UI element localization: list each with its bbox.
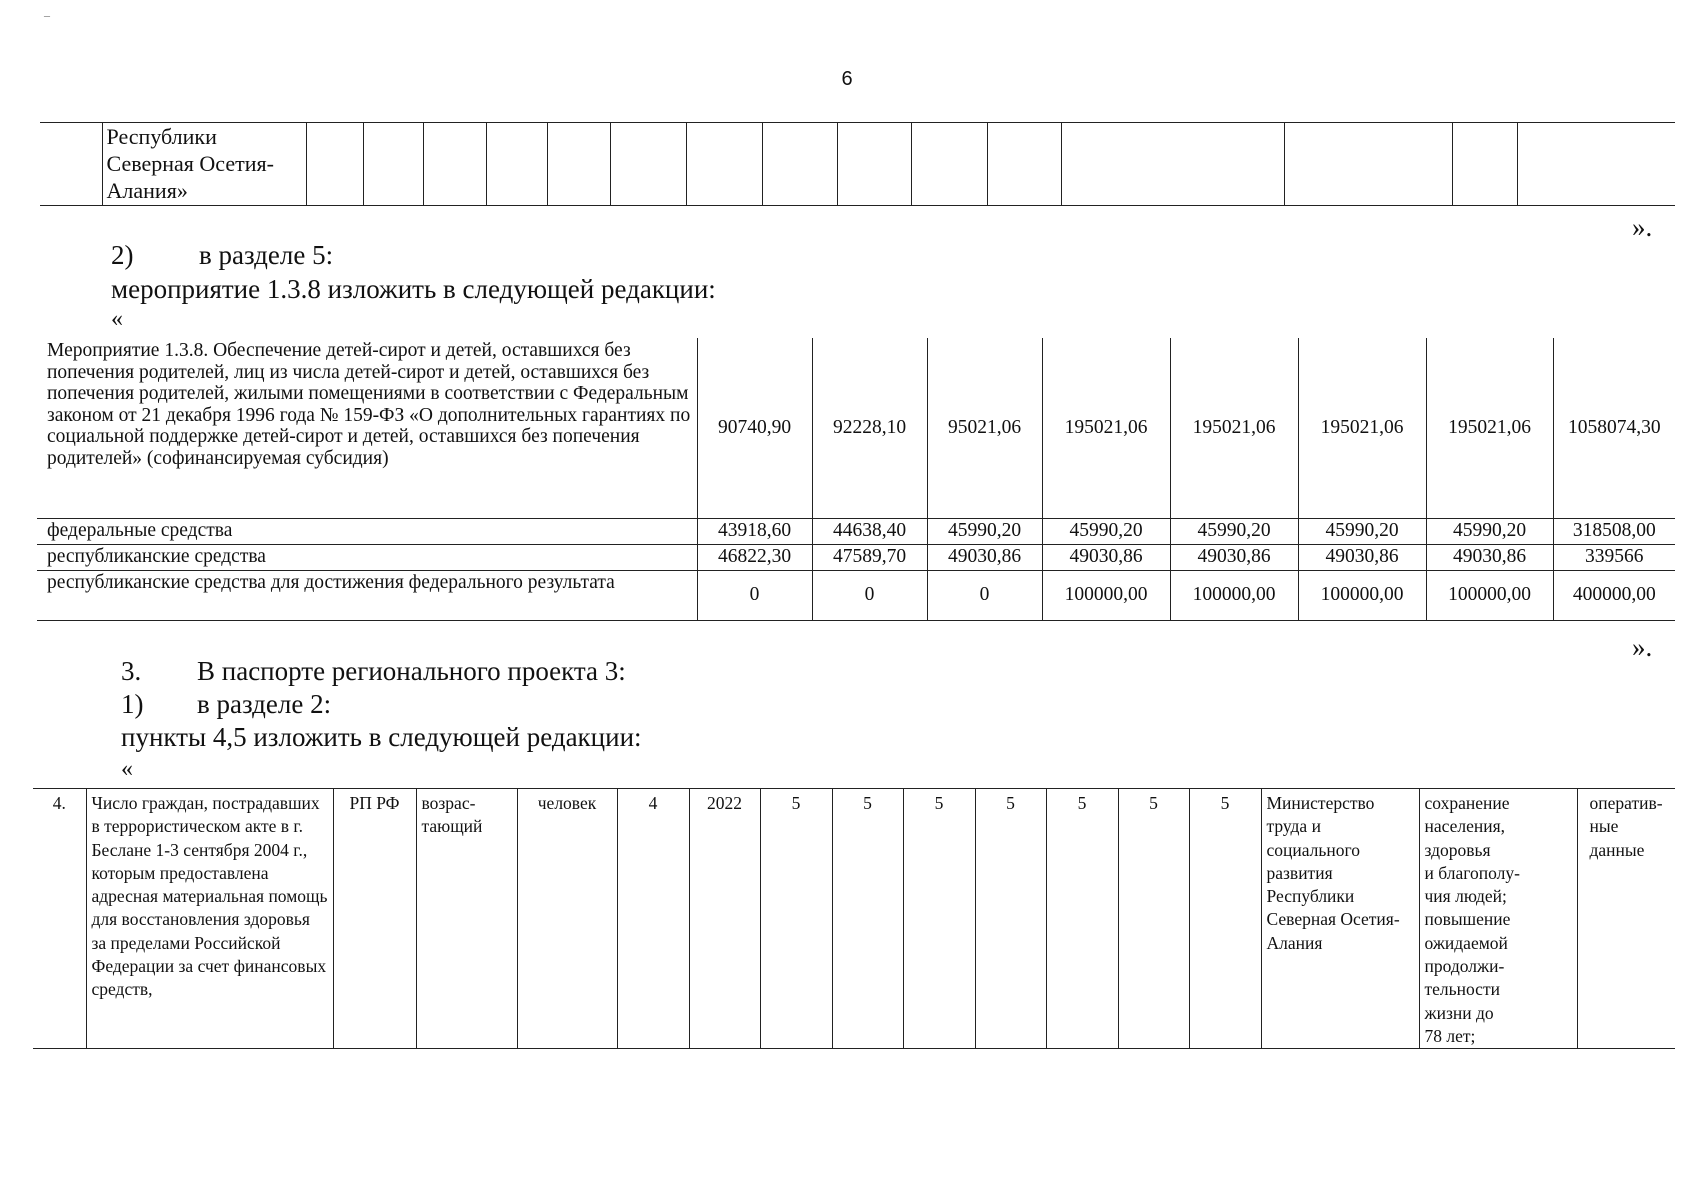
value-cell: 45990,20 (1426, 518, 1553, 544)
table-cell (762, 123, 838, 206)
corner-mark: – (44, 8, 50, 22)
value-cell: 400000,00 (1553, 570, 1675, 620)
opening-quote: « (121, 756, 133, 782)
value-cell: 100000,00 (1298, 570, 1426, 620)
closing-quote: ». (1632, 212, 1653, 242)
table-cell (611, 123, 687, 206)
value-cell: 43918,60 (697, 518, 812, 544)
section-number: 2) (111, 240, 134, 270)
goal-cell: сохранение населения, здоровья и благополу- чия людей; повышение ожидаемой продолжи- тельности жизни до 78 лет; (1419, 789, 1577, 1049)
table-cell (1285, 123, 1452, 206)
section-text: в разделе 5: (199, 240, 334, 270)
value-cell: 195021,06 (1298, 338, 1426, 518)
value-cell: 195021,06 (1042, 338, 1170, 518)
table-row (40, 123, 1675, 206)
value-cell: 0 (927, 570, 1042, 620)
value-cell: 195021,06 (1170, 338, 1298, 518)
continuation-table (40, 122, 1675, 206)
table-cell (306, 123, 364, 206)
indicators-table (33, 788, 1675, 1049)
base-year-cell: 2022 (689, 789, 760, 1049)
table-cell (102, 123, 306, 206)
section-number: 3. (121, 656, 142, 686)
value-cell: 5 (903, 789, 975, 1049)
value-cell: 5 (1118, 789, 1189, 1049)
table-cell (838, 123, 912, 206)
value-cell: 46822,30 (697, 544, 812, 570)
value-cell: 45990,20 (927, 518, 1042, 544)
value-cell: 49030,86 (1042, 544, 1170, 570)
indicator-name: Число граждан, пострадавших в террористическом акте в г. Беслане 1-3 сентября 2004 г., которым предоставлена адресная материальная помощь для восстановления здоровья за пределами Российской Федерации за счет финансовых средств, (86, 789, 333, 1049)
value-cell: 5 (975, 789, 1046, 1049)
value-cell: 44638,40 (812, 518, 927, 544)
opening-quote: « (111, 306, 123, 332)
row-label: республиканские средства для достижения федерального результата (37, 570, 697, 620)
indicator-trend: возрас- тающий (416, 789, 517, 1049)
unit-cell: человек (517, 789, 617, 1049)
value-cell: 49030,86 (1298, 544, 1426, 570)
section-subtitle: пункты 4,5 изложить в следующей редакции: (121, 722, 642, 752)
indicator-level: РП РФ (333, 789, 416, 1049)
section-subtitle: мероприятие 1.3.8 изложить в следующей редакции: (111, 274, 716, 304)
row-label: Мероприятие 1.3.8. Обеспечение детей-сирот и детей, оставшихся без попечения родителей, лиц из числа детей-сирот и детей, оставшихся без попечения родителей, жилыми помещениями в соответствии с Федеральным законом от 21 декабря 1996 года № 159-ФЗ «О дополнительных гарантиях по социальной поддержке детей-сирот и детей, оставшихся без попечения родителей» (софинансируемая субсидия) (37, 338, 697, 518)
value-cell: 49030,86 (1170, 544, 1298, 570)
table-row (37, 338, 1675, 518)
value-cell: 5 (760, 789, 832, 1049)
table-cell (364, 123, 424, 206)
value-cell: 100000,00 (1170, 570, 1298, 620)
value-cell: 318508,00 (1553, 518, 1675, 544)
value-cell: 0 (697, 570, 812, 620)
base-value-cell: 4 (617, 789, 689, 1049)
measure-table (37, 338, 1675, 621)
table-cell (1062, 123, 1285, 206)
value-cell: 0 (812, 570, 927, 620)
table-cell (548, 123, 611, 206)
table-row (37, 518, 1675, 544)
table-cell (687, 123, 763, 206)
table-row (37, 544, 1675, 570)
value-cell: 49030,86 (1426, 544, 1553, 570)
table-row (33, 789, 1675, 1049)
table-cell (487, 123, 548, 206)
table-cell (987, 123, 1062, 206)
value-cell: 45990,20 (1170, 518, 1298, 544)
value-cell: 195021,06 (1426, 338, 1553, 518)
value-cell: 92228,10 (812, 338, 927, 518)
row-label: федеральные средства (37, 518, 697, 544)
value-cell: 339566 (1553, 544, 1675, 570)
value-cell: 47589,70 (812, 544, 927, 570)
section-heading (111, 240, 333, 271)
value-cell: 95021,06 (927, 338, 1042, 518)
row-label: республиканские средства (37, 544, 697, 570)
value-cell: 49030,86 (927, 544, 1042, 570)
value-cell: 5 (832, 789, 903, 1049)
subsection-number: 1) (121, 689, 144, 719)
responsible-cell: Министерство труда и социального развития Республики Северная Осетия-Алания (1261, 789, 1419, 1049)
value-cell: 90740,90 (697, 338, 812, 518)
value-cell: 100000,00 (1426, 570, 1553, 620)
value-cell: 45990,20 (1298, 518, 1426, 544)
table-cell (1517, 123, 1675, 206)
section-text: В паспорте регионального проекта 3: (197, 656, 626, 686)
table-row (37, 570, 1675, 620)
page-number: 6 (841, 68, 853, 90)
closing-quote: ». (1632, 632, 1653, 662)
value-cell: 5 (1189, 789, 1261, 1049)
value-cell: 1058074,30 (1553, 338, 1675, 518)
value-cell: 45990,20 (1042, 518, 1170, 544)
value-cell: 5 (1046, 789, 1118, 1049)
section-heading (121, 656, 626, 687)
row-number: 4. (33, 789, 86, 1049)
subsection-heading (121, 689, 331, 720)
table-cell (1452, 123, 1517, 206)
subsection-text: в разделе 2: (197, 689, 332, 719)
table-cell (40, 123, 102, 206)
table-cell (424, 123, 487, 206)
responsible-org-text: Республики Северная Осетия-Алания» (106, 124, 274, 203)
value-cell: 100000,00 (1042, 570, 1170, 620)
table-cell (912, 123, 988, 206)
info-system-cell: оператив- ные данные (1577, 789, 1675, 1049)
